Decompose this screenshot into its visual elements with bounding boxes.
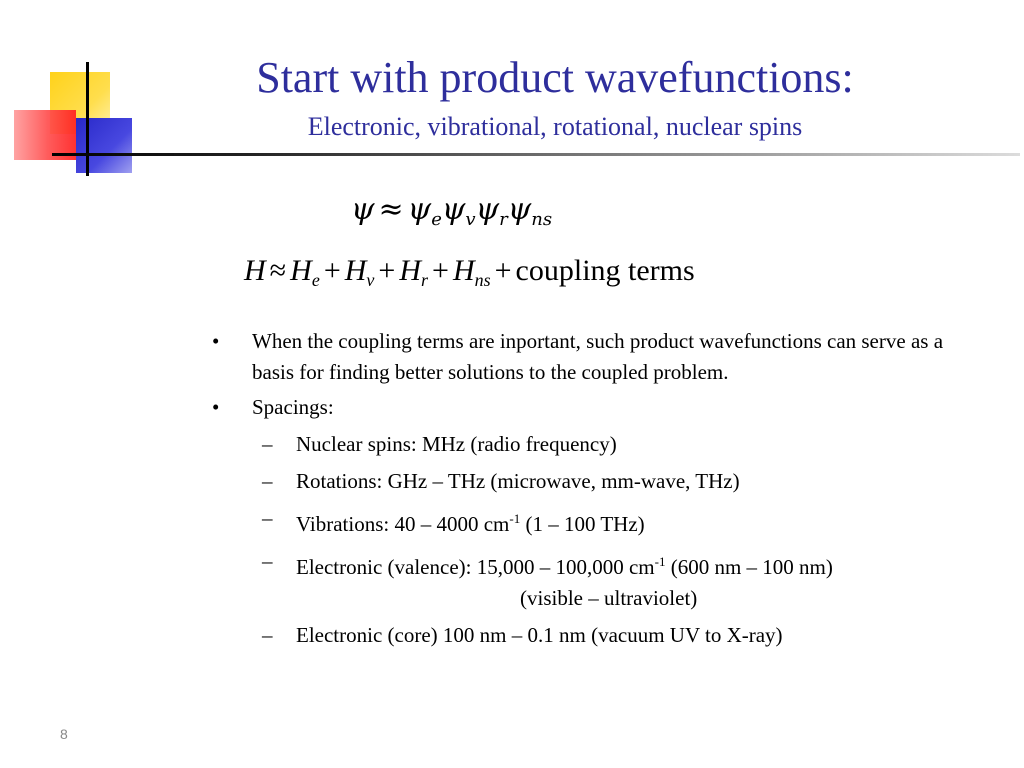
slide-number: 8: [60, 726, 68, 742]
eq1-sub-r: r: [499, 209, 508, 230]
eq1-psi-r: ψ: [475, 192, 500, 227]
spacing-text: Nuclear spins: MHz (radio frequency): [296, 432, 617, 456]
dash-mark: –: [262, 549, 273, 573]
slide-title: Start with product wavefunctions:: [256, 53, 854, 102]
superscript: -1: [509, 511, 521, 526]
spacing-text: Electronic (core) 100 nm – 0.1 nm (vacuum UV to X-ray): [296, 623, 783, 647]
eq2-h-ns: H: [452, 254, 475, 287]
spacing-vibrations: [212, 503, 972, 540]
dash-mark: –: [262, 623, 273, 647]
eq1-sub-v: v: [465, 209, 476, 230]
dash-mark: –: [262, 469, 273, 493]
eq1-sub-e: e: [431, 209, 442, 230]
eq2-plus-3: +: [432, 254, 449, 287]
eq2-plus-4: +: [494, 254, 512, 287]
logo-vertical-line: [86, 62, 89, 176]
spacing-text: Vibrations: 40 – 4000 cm: [296, 512, 510, 536]
eq1-approx: ≈: [378, 192, 404, 227]
eq2-lhs: H: [244, 254, 266, 287]
eq2-plus-1: +: [323, 254, 341, 287]
eq1-lhs: ψ: [351, 192, 375, 227]
eq2-sub-e: e: [311, 270, 320, 290]
eq2-sub-r: r: [421, 270, 429, 290]
eq1-psi-e: ψ: [407, 192, 432, 227]
slide-body: [212, 326, 972, 651]
dash-mark: –: [262, 432, 273, 456]
spacing-text-tail: (600 nm – 100 nm): [665, 555, 833, 579]
spacing-electronic-core: [212, 620, 972, 651]
dash-mark: –: [262, 506, 273, 530]
bullet-coupling: [212, 326, 972, 388]
bullet-text: Spacings:: [252, 395, 334, 419]
eq2-h-r: H: [399, 254, 421, 287]
spacing-text-line2: (visible – ultraviolet): [520, 586, 698, 610]
bullet-mark: •: [212, 329, 220, 353]
eq2-plus-2: +: [378, 254, 396, 287]
eq2-h-e: H: [290, 254, 312, 287]
spacing-text: Electronic (valence): 15,000 – 100,000 cm: [296, 555, 655, 579]
spacing-rotations: [212, 466, 972, 497]
spacing-text-tail: (1 – 100 THz): [520, 512, 645, 536]
spacing-electronic-valence: [212, 546, 972, 614]
eq1-psi-ns: ψ: [507, 192, 532, 227]
superscript: -1: [654, 554, 666, 569]
eq2-sub-v: v: [366, 270, 375, 290]
eq2-coupling-terms: coupling terms: [515, 254, 695, 287]
equation-wavefunction: [351, 192, 552, 230]
bullet-text: When the coupling terms are inportant, such product wavefunctions can serve as a basis for finding better solutions to the coupled problem.: [252, 329, 944, 384]
bullet-spacings: [212, 392, 972, 423]
eq1-psi-v: ψ: [441, 192, 466, 227]
eq2-sub-ns: ns: [474, 270, 491, 290]
spacing-nuclear: [212, 429, 972, 460]
spacing-text: Rotations: GHz – THz (microwave, mm-wave, THz): [296, 469, 740, 493]
logo-blue-square: [76, 118, 132, 173]
slide-subtitle: Electronic, vibrational, rotational, nuclear spins: [307, 112, 803, 141]
eq2-approx: ≈: [269, 254, 287, 287]
eq2-h-v: H: [344, 254, 367, 287]
eq1-sub-ns: ns: [531, 209, 553, 230]
bullet-mark: •: [212, 395, 220, 419]
title-divider: [52, 153, 1020, 156]
equation-hamiltonian: [244, 254, 695, 291]
